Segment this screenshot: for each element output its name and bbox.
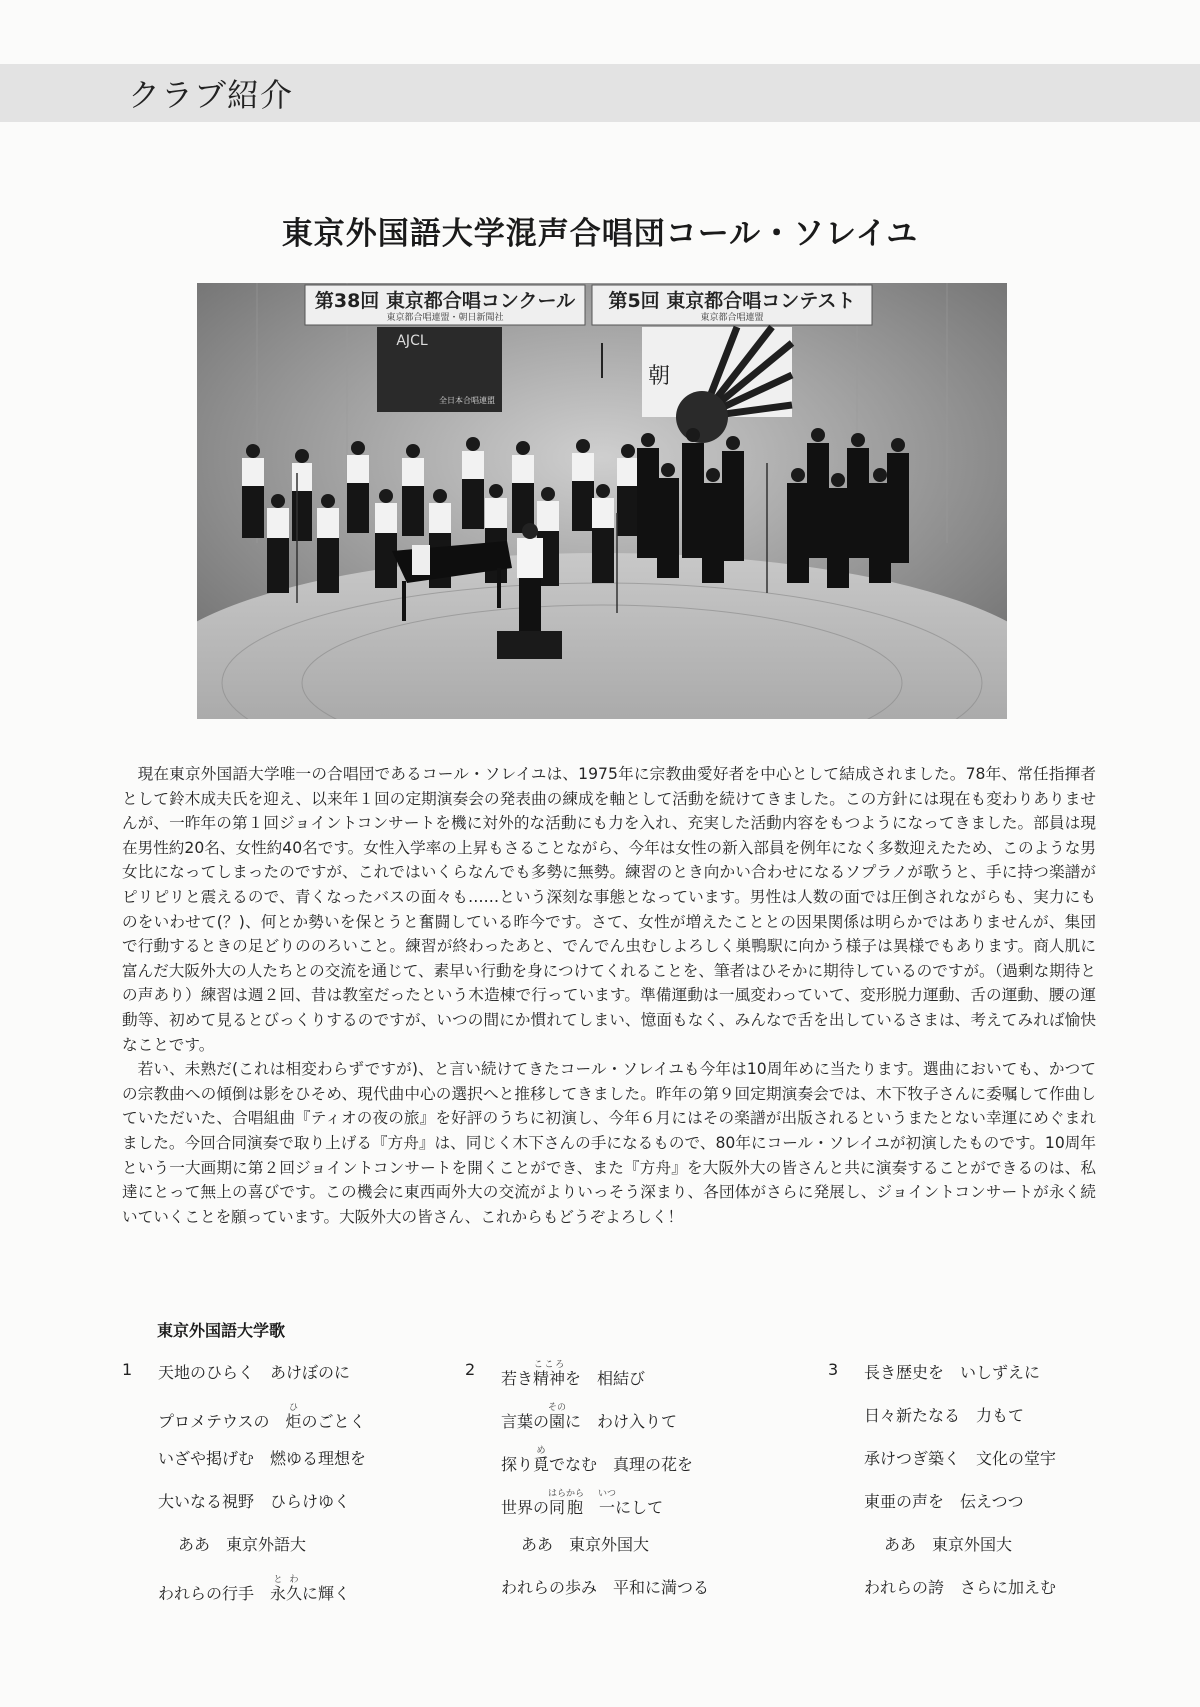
verse-number: 2	[465, 1360, 476, 1379]
verse-line: いざや掲げむ 燃ゆる理想を	[158, 1449, 367, 1468]
verse-line: プロメテウスの 炬ひのごとく	[158, 1403, 366, 1431]
verse-line: 長き歴史を いしずえに	[864, 1363, 1041, 1382]
verse-line: 探り覓めでなむ 真理の花を	[501, 1446, 694, 1474]
banner-left-sub: 東京都合唱連盟・朝日新聞社	[386, 313, 504, 323]
choir-photo	[197, 283, 1007, 719]
verse-line: ああ 東京外国大	[521, 1535, 650, 1554]
verse-line: ああ 東京外国大	[884, 1535, 1013, 1554]
article-paragraph: 若い、未熟だ(これは相変わらずですが)、と言い続けてきたコール・ソレイユも今年は10周年めに当たります。選曲においても、かつての宗教曲への傾倒は影をひそめ、現代曲中心の選択へと推移してきました。昨年の第９回定期演奏会では、木下牧子さんに委嘱して作曲していただいた、合唱組曲『ティオの夜の旅』を好評のうちに初演し、今年６月にはその楽譜が出版されるというまたとない幸運にめぐまれました。今回合同演奏で取り上げる『方舟』は、同じく木下さんの手になるもので、80年にコール・ソレイユが初演したものです。10周年という一大画期に第２回ジョイントコンサートを開くことができ、また『方舟』を大阪外大の皆さんと共に演奏することができるのは、私達にとって無上の喜びです。この機会に東西両外大の交流がよりいっそう深まり、各団体がさらに発展し、ジョイントコンサートが永く続いていくことを願っています。大阪外大の皆さん、これからもどうぞよろしく！	[122, 1060, 1096, 1226]
verse-line: ああ 東京外語大	[178, 1535, 307, 1554]
verse-number: 1	[122, 1360, 133, 1379]
section-title: クラブ紹介	[128, 76, 294, 114]
banner-right-text: 第5回 東京都合唱コンテスト	[608, 290, 856, 312]
verse-line: 日々新たなる 力もて	[864, 1406, 1025, 1425]
school-song-title: 東京外国語大学歌	[157, 1321, 286, 1340]
article-paragraph: 現在東京外国語大学唯一の合唱団であるコール・ソレイユは、1975年に宗教曲愛好者を中心として結成されました。78年、常任指揮者として鈴木成夫氏を迎え、以来年１回の定期演奏会の発表曲の練成を軸として活動を続けてきました。この方針には現在も変わりありませんが、一昨年の第１回ジョイントコンサートを機に対外的な活動にも力を入れ、充実した活動内容をもつようになってきました。部員は現在男性約20名、女性約40名です。女性入学率の上昇もさることながら、今年は女性の新入部員を例年になく多数迎えたため、このような男女比になってしまったのですが、これではいくらなんでも多勢に無勢。練習のとき向かい合わせになるソプラノが歌うと、手に持つ楽譜がピリピリと震えるので、青くなったバスの面々も……という深刻な事態となっています。男性は人数の面では圧倒されながらも、実力にものをいわせて(？)、何とか勢いを保とうと奮闘している昨今です。さて、女性が増えたこととの因果関係は明らかではありませんが、集団で行動するときの足どりののろいこと。練習が終わったあと、でんでん虫むしよろしく巣鴨駅に向かう様子は異様でもあります。商人肌に富んだ大阪外大の人たちとの交流を通じて、素早い行動を身につけてくれることを、筆者はひそかに期待しているのですが。（過剰な期待との声あり）練習は週２回、昔は教室だったという木造棟で行っています。準備運動は一風変わっていて、変形脱力運動、舌の運動、腰の運動等、初めて見るとびっくりするのですが、いつの間にか慣れてしまい、憶面もなく、みんなで舌を出しているさまは、考えてみれば愉快なことです。	[122, 765, 1096, 1054]
verse-line: 天地のひらく あけぼのに	[158, 1363, 351, 1382]
club-title: 東京外国語大学混声合唱団コール・ソレイユ	[281, 216, 919, 252]
verse-line: われらの行手 永久とわに輝く	[158, 1575, 351, 1603]
banner-left-text: 第38回 東京都合唱コンクール	[314, 290, 576, 312]
verse-line: 言葉の園そのに わけ入りて	[501, 1403, 678, 1431]
verse-line: われらの歩み 平和に満つる	[501, 1578, 710, 1597]
ajcl-logo-text: AJCL	[396, 333, 428, 349]
verse-line: 若き精神こころを 相結び	[501, 1360, 646, 1388]
banner-right-sub: 東京都合唱連盟	[700, 313, 764, 323]
verse-line: われらの誇 さらに加えむ	[864, 1578, 1057, 1597]
org-banner-text: 全日本合唱連盟	[439, 396, 495, 405]
flag-character: 朝	[647, 364, 671, 389]
verse-line: 大いなる視野 ひらけゆく	[158, 1492, 351, 1511]
verse-line: 世界の同胞はらから 一いつにして	[501, 1489, 664, 1517]
verse-line: 承けつぎ築く 文化の堂宇	[864, 1449, 1057, 1468]
article-body	[122, 762, 1096, 1229]
verse-number: 3	[828, 1360, 839, 1379]
verse-line: 東亜の声を 伝えつつ	[864, 1492, 1024, 1511]
